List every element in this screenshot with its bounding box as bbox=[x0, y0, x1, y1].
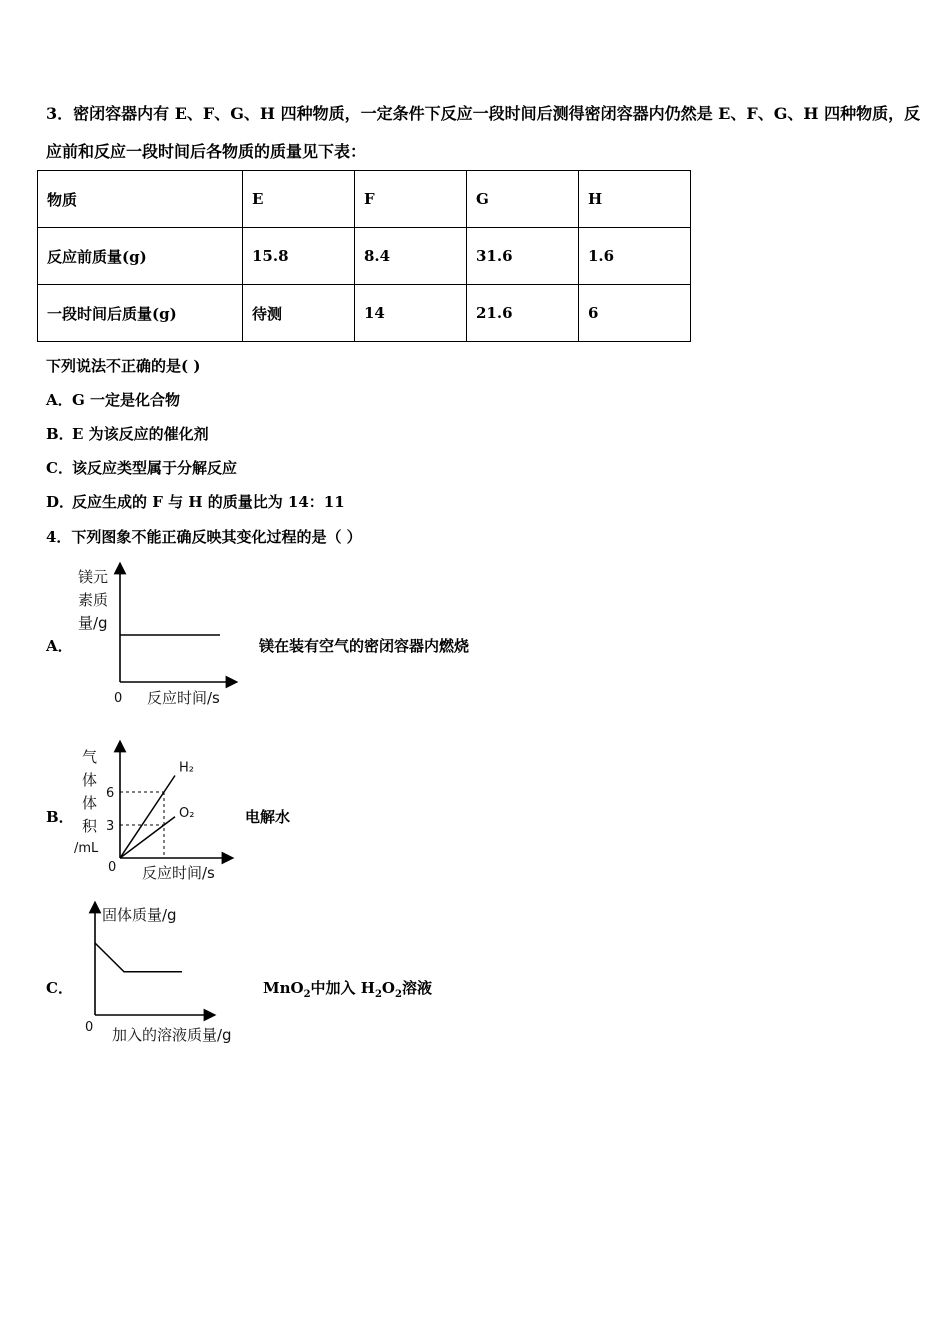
series-label: O₂ bbox=[179, 805, 195, 821]
table-cell: 物质 bbox=[38, 171, 243, 228]
table-cell: G bbox=[467, 171, 579, 228]
chart-c-svg bbox=[70, 900, 270, 1050]
q4-option-a-letter: A． bbox=[46, 637, 73, 655]
origin-label: 0 bbox=[108, 860, 117, 875]
table-cell: 14 bbox=[355, 285, 467, 342]
origin-label: 0 bbox=[85, 1020, 94, 1035]
option-letter: C． bbox=[46, 459, 73, 477]
desc-part: MnO bbox=[263, 979, 304, 997]
q4-option-c-description bbox=[263, 977, 432, 1000]
y-axis-label-line: 体 bbox=[82, 771, 98, 789]
chart-b bbox=[70, 740, 250, 890]
table-row bbox=[38, 228, 691, 285]
mass-table bbox=[37, 170, 691, 342]
y-tick-label: 3 bbox=[106, 819, 115, 834]
y-axis-label-line: 积 bbox=[82, 817, 98, 835]
q3-stem-line2: 应前和反应一段时间后各物质的质量见下表： bbox=[46, 142, 367, 161]
chart-c-plot bbox=[95, 943, 182, 972]
table-cell: 待测 bbox=[243, 285, 355, 342]
series-line bbox=[95, 943, 182, 972]
q3-option-a bbox=[46, 389, 180, 410]
q3-option-c bbox=[46, 457, 237, 478]
table-cell: 21.6 bbox=[467, 285, 579, 342]
table-cell: 15.8 bbox=[243, 228, 355, 285]
q3-question: 下列说法不正确的是( ) bbox=[46, 357, 201, 375]
table-cell: E bbox=[243, 171, 355, 228]
x-axis-label: 反应时间/s bbox=[147, 689, 220, 707]
option-text: 该反应类型属于分解反应 bbox=[72, 459, 238, 477]
table-cell: F bbox=[355, 171, 467, 228]
chart-a bbox=[70, 560, 250, 715]
desc-subscript: 2 bbox=[395, 989, 402, 1000]
desc-subscript: 2 bbox=[303, 989, 311, 1000]
q3-option-b bbox=[46, 423, 209, 444]
option-text: 反应生成的 F 与 H 的质量比为 14：11 bbox=[72, 493, 345, 511]
table-row bbox=[38, 285, 691, 342]
option-letter: D． bbox=[46, 493, 75, 511]
option-letter: B． bbox=[46, 425, 74, 443]
table-cell: H bbox=[579, 171, 691, 228]
q4-option-b-letter: B． bbox=[46, 808, 74, 826]
option-text: E 为该反应的催化剂 bbox=[72, 425, 209, 443]
chart-c bbox=[70, 900, 270, 1050]
option-text: G 一定是化合物 bbox=[72, 391, 181, 409]
desc-subscript: 2 bbox=[374, 989, 382, 1000]
y-axis-label-line: /mL bbox=[74, 841, 99, 856]
chart-a-svg bbox=[70, 560, 250, 715]
table-cell: 1.6 bbox=[579, 228, 691, 285]
desc-part: 溶液 bbox=[401, 979, 432, 997]
x-axis-label: 加入的溶液质量/g bbox=[112, 1026, 232, 1044]
q3-stem-line1: 3．密闭容器内有 E、F、G、H 四种物质，一定条件下反应一段时间后测得密闭容器内仍然是 E、F、G、H 四种物质，反 bbox=[46, 104, 921, 123]
table-cell: 一段时间后质量(g) bbox=[38, 285, 243, 342]
desc-part: O bbox=[381, 979, 395, 997]
q4-option-a-description: 镁在装有空气的密闭容器内燃烧 bbox=[259, 637, 470, 655]
q4-option-c-letter: C． bbox=[46, 979, 73, 997]
y-axis-label-line: 体 bbox=[82, 794, 98, 812]
y-tick-label: 6 bbox=[106, 786, 115, 801]
series-line bbox=[120, 817, 175, 858]
y-axis-label-line: 镁元 bbox=[78, 568, 109, 586]
series-label: H₂ bbox=[179, 760, 194, 776]
table-cell: 31.6 bbox=[467, 228, 579, 285]
table-cell: 6 bbox=[579, 285, 691, 342]
q4-question: 4．下列图象不能正确反映其变化过程的是（ ） bbox=[46, 528, 362, 546]
y-axis-label-line: 量/g bbox=[78, 614, 108, 632]
q4-option-b-description: 电解水 bbox=[245, 808, 291, 826]
table-cell: 8.4 bbox=[355, 228, 467, 285]
y-axis-label-line: 气 bbox=[82, 748, 98, 766]
series-line bbox=[120, 776, 175, 859]
desc-part: 中加入 H bbox=[310, 979, 375, 997]
x-axis-label: 反应时间/s bbox=[142, 864, 215, 882]
chart-b-svg bbox=[70, 740, 250, 890]
table-cell: 反应前质量(g) bbox=[38, 228, 243, 285]
option-letter: A． bbox=[46, 391, 73, 409]
y-axis-label: 固体质量/g bbox=[102, 906, 177, 924]
table-header-row bbox=[38, 171, 691, 228]
origin-label: 0 bbox=[114, 691, 123, 706]
y-axis-label-line: 素质 bbox=[78, 591, 109, 609]
q3-option-d bbox=[46, 491, 345, 512]
